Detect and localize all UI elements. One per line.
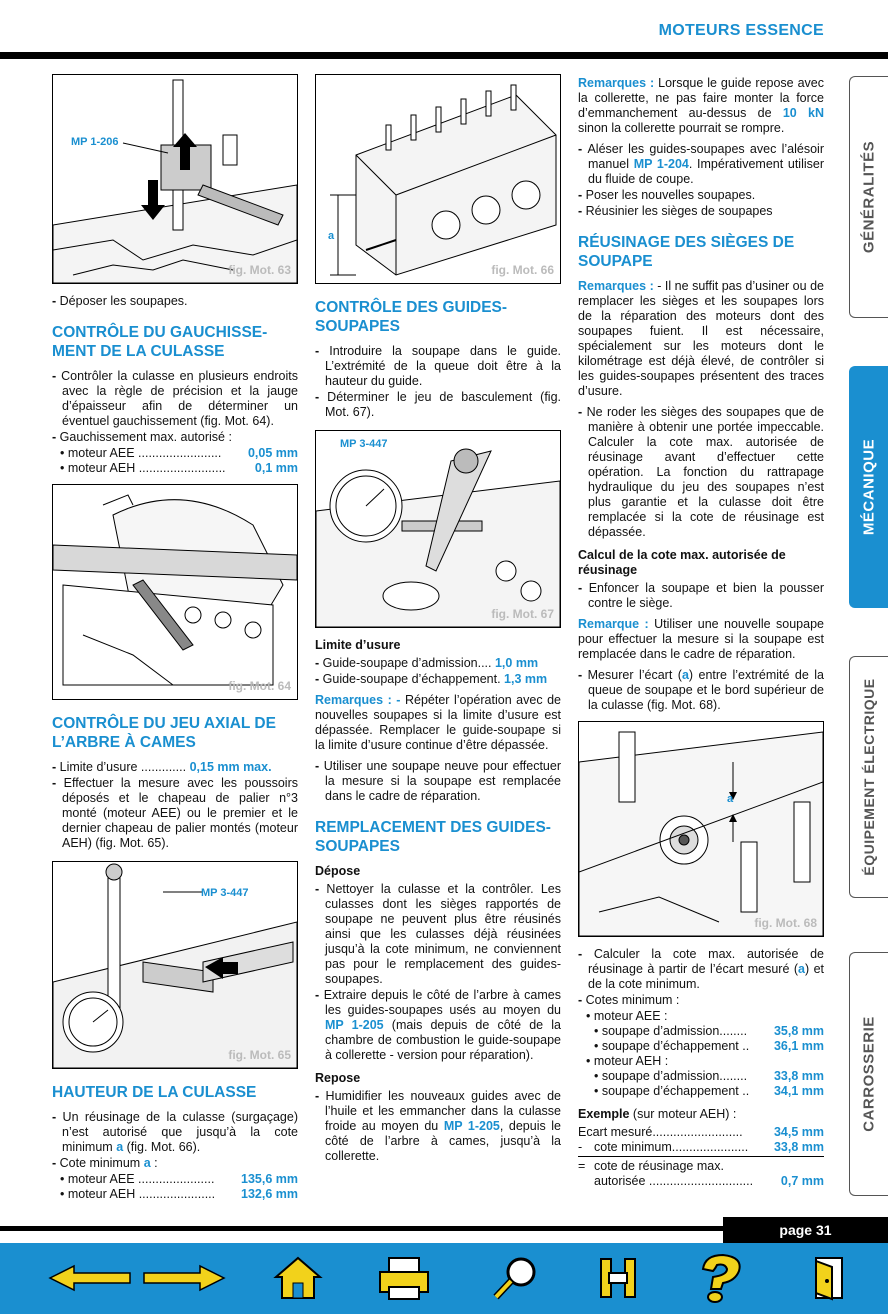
row-label: Guide-soupape d’admission.... bbox=[322, 656, 492, 670]
list-calculer bbox=[578, 947, 824, 1008]
illustration-dial-gauge-camshaft bbox=[53, 862, 297, 1068]
list-item bbox=[578, 142, 824, 187]
text-span: Aléser les guides-soupapes avec l’alésoir manuel bbox=[587, 142, 824, 171]
row-value: 0,1 mm bbox=[254, 461, 298, 475]
list-item: - Déposer les soupapes. bbox=[52, 294, 298, 309]
row-label-text: cote de réusinage max. bbox=[594, 1159, 724, 1173]
value-row-aeh-admission bbox=[586, 1069, 824, 1084]
engine-aeh-title: • moteur AEH : bbox=[586, 1054, 669, 1068]
row-label: • moteur AEE ...................... bbox=[60, 1172, 215, 1186]
figure-mot-63 bbox=[52, 74, 298, 284]
help-icon[interactable] bbox=[690, 1253, 750, 1303]
section-heading-gauchissement: CONTRÔLE DU GAUCHISSE-MENT DE LA CULASSE bbox=[52, 324, 268, 360]
list-item bbox=[315, 1089, 561, 1164]
illustration-straightedge-on-cylinder-head bbox=[53, 485, 297, 699]
list-item: - Introduire la soupape dans le guide. L’extrémité de la queue doit être à la hauteur du guide. bbox=[315, 344, 561, 389]
figure-caption: fig. Mot. 65 bbox=[228, 1048, 291, 1062]
text-span: Lorsque le guide repose avec la collerette, ne pas faire monter la force d’emmanchement au-dessus de bbox=[578, 76, 824, 120]
text-span: Un réusinage de la culasse (surgaçage) n’est autorisé que jusqu’à la cote minimum bbox=[62, 1110, 298, 1154]
list-item: - Gauchissement max. autorisé : bbox=[52, 430, 298, 445]
value-row-aeh-echappement bbox=[586, 1084, 824, 1099]
list-remark bbox=[315, 759, 561, 804]
row-value: 36,1 mm bbox=[773, 1039, 824, 1053]
text-span: ) et de la cote minimum. bbox=[588, 962, 825, 991]
page-number: page 31 bbox=[723, 1217, 888, 1243]
tab-equipement-electrique[interactable] bbox=[849, 656, 888, 898]
figure-mot-68 bbox=[578, 721, 824, 937]
row-value: 1,0 mm bbox=[494, 656, 539, 670]
subheading-repose: Repose bbox=[315, 1071, 361, 1085]
figure-mot-66 bbox=[315, 74, 561, 284]
row-label: autorisée .............................. bbox=[594, 1174, 754, 1188]
index-icon[interactable] bbox=[592, 1253, 644, 1303]
list-depose bbox=[315, 882, 561, 1063]
remark-block bbox=[578, 279, 824, 399]
list-item: - Poser les nouvelles soupapes. bbox=[578, 188, 824, 203]
tool-label-mp-3-447: MP 3-447 bbox=[340, 438, 388, 450]
section-heading-jeu-axial: CONTRÔLE DU JEU AXIAL DE L’ARBRE À CAMES bbox=[52, 715, 276, 751]
figure-mot-64 bbox=[52, 484, 298, 700]
home-icon[interactable] bbox=[272, 1253, 324, 1303]
list-hauteur bbox=[52, 1110, 298, 1171]
exit-icon[interactable] bbox=[808, 1253, 848, 1303]
text-span: Calculer la cote max. autorisée de réusinage à partir de l’écart mesuré ( bbox=[588, 947, 825, 976]
tab-mecanique[interactable] bbox=[849, 366, 888, 608]
figure-caption: fig. Mot. 67 bbox=[491, 607, 554, 621]
illustration-cylinder-head-height bbox=[316, 75, 560, 283]
text-span: sinon la collerette pourrait se rompre. bbox=[578, 121, 785, 135]
list-item bbox=[578, 947, 824, 992]
dimension-label-a: a bbox=[727, 793, 734, 805]
value-row-aee bbox=[52, 446, 298, 461]
search-icon[interactable] bbox=[490, 1253, 542, 1303]
tool-ref: MP 1-205 bbox=[443, 1119, 500, 1133]
row-value: 35,8 mm bbox=[773, 1024, 824, 1038]
subheading-calcul: Calcul de la cote max. autorisée de réusinage bbox=[578, 548, 786, 577]
list-reusinage bbox=[578, 405, 824, 540]
row-label: • soupape d’échappement .. bbox=[594, 1039, 750, 1053]
list-alesage bbox=[578, 142, 824, 219]
row-label bbox=[578, 1140, 748, 1155]
row-value: 0,15 mm max. bbox=[189, 760, 272, 774]
arrow-right-icon[interactable] bbox=[142, 1253, 226, 1303]
row-value: 135,6 mm bbox=[241, 1172, 298, 1186]
figure-mot-67 bbox=[315, 430, 561, 628]
remark-text: - Il ne suffit pas d’usiner ou de remplacer les sièges et les soupapes lors de la réparation des moteurs dont des soupapes fuient. Il est nécessaire, spécialement sur les moteurs dont le kilométrage est déjà élevé, de contrôler si les guides-soupapes présentent des traces d’usure. bbox=[578, 279, 824, 398]
list-item bbox=[578, 668, 824, 713]
page-header-title: MOTEURS ESSENCE bbox=[658, 22, 824, 39]
row-label: • moteur AEH ......................... bbox=[60, 461, 226, 475]
figure-caption: fig. Mot. 66 bbox=[491, 263, 554, 277]
text-span: ) entre l’extrémité de la queue de soupape et le bord supérieur de la culasse (fig. Mot. 68). bbox=[588, 668, 825, 712]
list-jeu-axial bbox=[52, 760, 298, 851]
value-row-aee bbox=[52, 1172, 298, 1187]
list-item: - Réusinier les sièges de soupapes bbox=[578, 204, 824, 219]
illustration-valve-guide-rock-test bbox=[316, 431, 560, 627]
section-heading-reusinage: RÉUSINAGE DES SIÈGES DE SOUPAPE bbox=[578, 234, 795, 270]
text-span: Humidifier les nouveaux guides avec de l’huile et les emmancher dans la culasse froide au moyen du bbox=[325, 1089, 561, 1133]
section-heading-hauteur: HAUTEUR DE LA CULASSE bbox=[52, 1084, 257, 1101]
remark-label: Remarque : bbox=[578, 617, 649, 631]
print-icon[interactable] bbox=[376, 1253, 432, 1303]
arrow-left-icon[interactable] bbox=[48, 1253, 132, 1303]
tab-carrosserie[interactable] bbox=[849, 952, 888, 1196]
dimension-a: a bbox=[116, 1140, 124, 1154]
list-item bbox=[52, 1110, 298, 1155]
text-span: , depuis le côté de l’arbre à cames, jusqu’à la collerette. bbox=[325, 1119, 561, 1163]
list-item: - Nettoyer la culasse et la contrôler. Les culasses dont les sièges rapportés de soupape ne peuvent plus être réusinés ainsi que les culasses déjà réusinées jusqu’à la cote minimum, ne conviennent pas pour le remplacement des guides-soupapes. bbox=[315, 882, 561, 987]
row-label-text: cote minimum...................... bbox=[594, 1140, 749, 1154]
example-row-ecart bbox=[578, 1125, 824, 1140]
list-item: - Utiliser une soupape neuve pour effectuer la mesure si la soupape est remplacée dans le cadre de réparation. bbox=[315, 759, 561, 804]
figure-caption: fig. Mot. 63 bbox=[228, 263, 291, 277]
top-rule bbox=[0, 52, 888, 59]
list-item bbox=[315, 988, 561, 1063]
row-value: 33,8 mm bbox=[773, 1140, 824, 1154]
figure-caption: fig. Mot. 64 bbox=[228, 679, 291, 693]
illustration-valve-spring-compressor bbox=[53, 75, 297, 283]
row-value: 34,5 mm bbox=[773, 1125, 824, 1139]
cotes-minimum-block bbox=[578, 1009, 824, 1099]
text-span: Cote minimum bbox=[59, 1156, 141, 1170]
text-span: (mais depuis de côté de la chambre de combustion le guide-soupape à collerette - version pour réparation). bbox=[325, 1018, 562, 1062]
tool-label-mp-3-447: MP 3-447 bbox=[201, 887, 249, 899]
list-guides bbox=[315, 344, 561, 420]
text-span: (fig. Mot. 66). bbox=[126, 1140, 201, 1154]
section-heading-guides: CONTRÔLE DES GUIDES-SOUPAPES bbox=[315, 299, 508, 335]
column-3 bbox=[578, 76, 824, 1189]
column-2 bbox=[315, 74, 561, 1165]
row-label: Guide-soupape d’échappement. bbox=[322, 672, 501, 686]
list-limites bbox=[315, 656, 561, 687]
engine-aee-title: • moteur AEE : bbox=[586, 1009, 668, 1023]
row-label: Ecart mesuré.......................... bbox=[578, 1125, 743, 1139]
row-value: 1,3 mm bbox=[504, 672, 548, 686]
list-deposer bbox=[52, 294, 298, 309]
row-label: • soupape d’admission........ bbox=[594, 1024, 748, 1038]
list-item: - Ne roder les sièges des soupapes que de manière à obtenir une portée impeccable. Calculer la cote max. autorisée de réusinage avant d’effectuer cette opération. La fonction du rattrapage hydraulique du jeu des soupapes n’est plus garantie et la culasse doit être remplacée si la cote de réusinage est dépassée. bbox=[578, 405, 824, 540]
list-item: - Effectuer la mesure avec les poussoirs déposés et le chapeau de palier n°3 monté (moteur AEE) ou le premier et le dernier chapeau de palier montés (moteur AEH) (fig. Mot. 65). bbox=[52, 776, 298, 851]
column-1 bbox=[52, 74, 298, 1202]
navigation-bar bbox=[0, 1243, 888, 1314]
tab-label: CARROSSERIE bbox=[860, 1016, 878, 1132]
tab-label: MÉCANIQUE bbox=[860, 438, 878, 536]
figure-caption: fig. Mot. 68 bbox=[754, 916, 817, 930]
remark-block bbox=[315, 693, 561, 753]
remark-label: Remarques : - bbox=[315, 693, 401, 707]
remark-text: Utiliser une nouvelle soupape pour effectuer la mesure si la soupape est remplacée dans le cadre de réparation. bbox=[578, 617, 824, 661]
example-row-result bbox=[578, 1159, 824, 1189]
row-value: 34,1 mm bbox=[773, 1084, 824, 1098]
subheading-depose: Dépose bbox=[315, 864, 361, 878]
example-heading bbox=[578, 1107, 824, 1122]
tool-ref: MP 1-204 bbox=[633, 157, 689, 171]
tab-label: ÉQUIPEMENT ÉLECTRIQUE bbox=[861, 678, 877, 876]
list-item bbox=[52, 760, 298, 775]
result-line-2 bbox=[578, 1174, 824, 1189]
example-label: Exemple bbox=[578, 1107, 630, 1121]
value-row-aeh bbox=[52, 461, 298, 476]
value-row-aee-admission bbox=[586, 1024, 824, 1039]
example-text: (sur moteur AEH) : bbox=[632, 1107, 737, 1121]
value-row-aeh bbox=[52, 1187, 298, 1202]
list-repose bbox=[315, 1089, 561, 1164]
dimension-label-a: a bbox=[328, 230, 335, 242]
row-label: Limite d’usure ............. bbox=[59, 760, 187, 774]
tool-ref: MP 1-205 bbox=[325, 1018, 384, 1032]
remark-text: Répéter l’opération avec de nouvelles soupapes si la limite d’usure est dépassée. Remplacer le guide-soupape si la limite d’usure continue d’être dépassée. bbox=[315, 693, 561, 752]
row-value: 33,8 mm bbox=[773, 1069, 824, 1083]
row-value: 0,7 mm bbox=[780, 1174, 824, 1188]
tool-label-mp-1-206: MP 1-206 bbox=[71, 136, 119, 148]
remark-label: Remarques : bbox=[578, 76, 655, 90]
text-span: Extraire depuis le côté de l’arbre à cames les guides-soupapes usés au moyen du bbox=[323, 988, 561, 1017]
dimension-a: a bbox=[143, 1156, 151, 1170]
list-item bbox=[52, 1156, 298, 1171]
subheading-limite-usure: Limite d’usure bbox=[315, 638, 401, 652]
operator-equals: = bbox=[578, 1159, 586, 1173]
text-span: : bbox=[154, 1156, 158, 1170]
illustration-valve-stem-measure bbox=[579, 722, 823, 936]
value-row-aee-echappement bbox=[586, 1039, 824, 1054]
row-label: • soupape d’échappement .. bbox=[594, 1084, 750, 1098]
list-item: - Déterminer le jeu de basculement (fig. Mot. 67). bbox=[315, 390, 561, 420]
section-heading-remplacement: REMPLACEMENT DES GUIDES-SOUPAPES bbox=[315, 819, 551, 855]
value-10-kn: 10 kN bbox=[782, 106, 824, 120]
figure-mot-65 bbox=[52, 861, 298, 1069]
row-label: • moteur AEE ........................ bbox=[60, 446, 222, 460]
list-mesure bbox=[578, 668, 824, 713]
text-span: Mesurer l’écart ( bbox=[587, 668, 682, 682]
example-row-cote-min bbox=[578, 1140, 824, 1157]
remark-block bbox=[578, 76, 824, 136]
text-span: . Impérativement utiliser du fluide de coupe. bbox=[588, 157, 825, 186]
row-label: • moteur AEH ...................... bbox=[60, 1187, 216, 1201]
operator-minus: - bbox=[578, 1140, 583, 1154]
dimension-a: a bbox=[681, 668, 689, 682]
row-value: 132,6 mm bbox=[241, 1187, 298, 1201]
row-value: 0,05 mm bbox=[247, 446, 298, 460]
list-item bbox=[315, 656, 561, 671]
list-gauchissement bbox=[52, 369, 298, 445]
result-line-1 bbox=[578, 1159, 824, 1174]
remark-label: Remarques : bbox=[578, 279, 654, 293]
tab-label: GÉNÉRALITÉS bbox=[860, 140, 878, 254]
list-calcul bbox=[578, 581, 824, 611]
list-item: - Enfoncer la soupape et bien la pousser contre le siège. bbox=[578, 581, 824, 611]
remark-block bbox=[578, 617, 824, 662]
list-item: - Contrôler la culasse en plusieurs endroits avec la règle de précision et la jauge d’épaisseur afin de déterminer un éventuel gauchissement (fig. Mot. 64). bbox=[52, 369, 298, 429]
tab-generalites[interactable] bbox=[849, 76, 888, 318]
list-item bbox=[315, 672, 561, 687]
dimension-a: a bbox=[798, 962, 805, 976]
list-item: - Cotes minimum : bbox=[578, 993, 824, 1008]
row-label: • soupape d’admission........ bbox=[594, 1069, 748, 1083]
